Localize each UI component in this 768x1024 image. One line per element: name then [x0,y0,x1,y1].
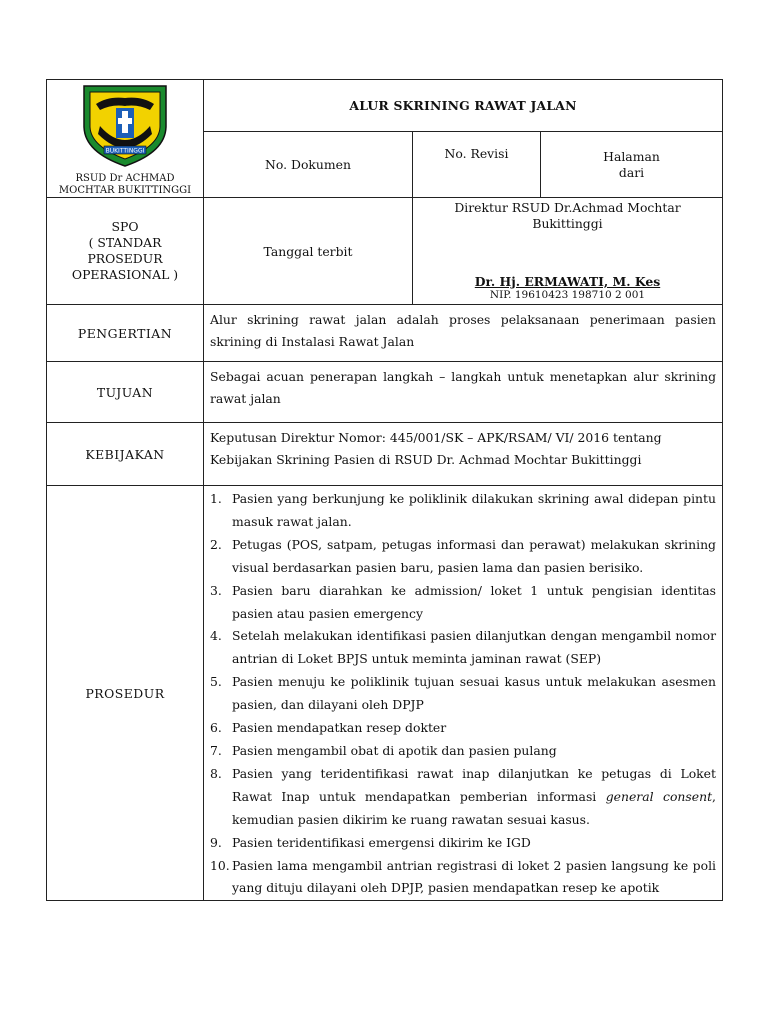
direktur-title-line2: Bukittinggi [532,216,603,231]
spo-document-table [46,79,723,901]
prosedur-step: 8. Pasien yang teridentifikasi rawat inap dilanjutkan ke petugas di Loket Rawat Inap untuk mendapatkan pemberian informasi general consent, kemudian pasien dikirim ke ruang rawatan sesuai kasus. [210,765,716,827]
document-title: ALUR SKRINING RAWAT JALAN [204,80,723,132]
no-dokumen-cell: No. Dokumen [204,132,413,198]
tanggal-terbit-cell: Tanggal terbit [204,198,413,305]
prosedur-step: 5. Pasien menuju ke poliklinik tujuan sesuai kasus untuk melakukan asesmen pasien, dan dilayani oleh DPJP [210,674,716,713]
prosedur-step: 10. Pasien lama mengambil antrian registrasi di loket 2 pasien langsung ke poli yang dituju dilayani oleh DPJP, pasien mendapatkan resep ke apotik [210,857,716,896]
spo-cell: SPO ( STANDAR PROSEDUR OPERASIONAL ) [47,198,204,305]
prosedur-step: 9. Pasien teridentifikasi emergensi dikirim ke IGD [210,834,531,850]
pengertian-text: Alur skrining rawat jalan adalah proses pelaksanaan penerimaan pasien skrining di Instalasi Rawat Jalan [204,305,723,362]
prosedur-steps-cell [204,486,723,901]
tujuan-label: TUJUAN [47,362,204,423]
hospital-logo-cell [47,80,204,198]
hospital-name-line1: RSUD Dr ACHMAD [75,173,175,184]
hospital-logo [78,82,172,171]
svg-text:BUKITTINGGI: BUKITTINGGI [105,147,145,155]
direktur-nip: NIP. 19610423 198710 2 001 [489,289,646,301]
kebijakan-text: Keputusan Direktur Nomor: 445/001/SK – APK/RSAM/ VI/ 2016 tentang Kebijakan Skrining Pasien di RSUD Dr. Achmad Mochtar Bukittinggi [204,423,723,486]
tujuan-text: Sebagai acuan penerapan langkah – langkah untuk menetapkan alur skrining rawat jalan [204,362,723,423]
hospital-shield-icon [78,82,172,168]
direktur-signature-cell [413,198,723,305]
prosedur-label: PROSEDUR [47,486,204,901]
direktur-title-line1: Direktur RSUD Dr.Achmad Mochtar [454,200,681,215]
prosedur-step: 3. Pasien baru diarahkan ke admission/ loket 1 untuk pengisian identitas pasien atau pasien emergency [210,582,716,621]
prosedur-step: 2. Petugas (POS, satpam, petugas informasi dan perawat) melakukan skrining visual berdasarkan pasien baru, pasien lama dan pasien berisiko. [210,536,716,575]
halaman-cell: Halaman dari [541,132,723,198]
prosedur-step: 6. Pasien mendapatkan resep dokter [210,720,447,736]
pengertian-label: PENGERTIAN [47,305,204,362]
no-revisi-cell: No. Revisi [413,132,541,198]
direktur-name: Dr. Hj. ERMAWATI, M. Kes [474,274,661,289]
prosedur-step: 1. Pasien yang berkunjung ke poliklinik dilakukan skrining awal didepan pintu masuk rawat jalan. [210,491,716,529]
kebijakan-label: KEBIJAKAN [47,423,204,486]
prosedur-steps-list [210,488,716,900]
prosedur-step: 4. Setelah melakukan identifikasi pasien dilanjutkan dengan mengambil nomor antrian di Loket BPJS untuk meminta jaminan rawat (SEP) [210,628,716,667]
prosedur-step: 7. Pasien mengambil obat di apotik dan pasien pulang [210,742,557,758]
hospital-name-line2: MOCHTAR BUKITTINGGI [58,185,192,196]
